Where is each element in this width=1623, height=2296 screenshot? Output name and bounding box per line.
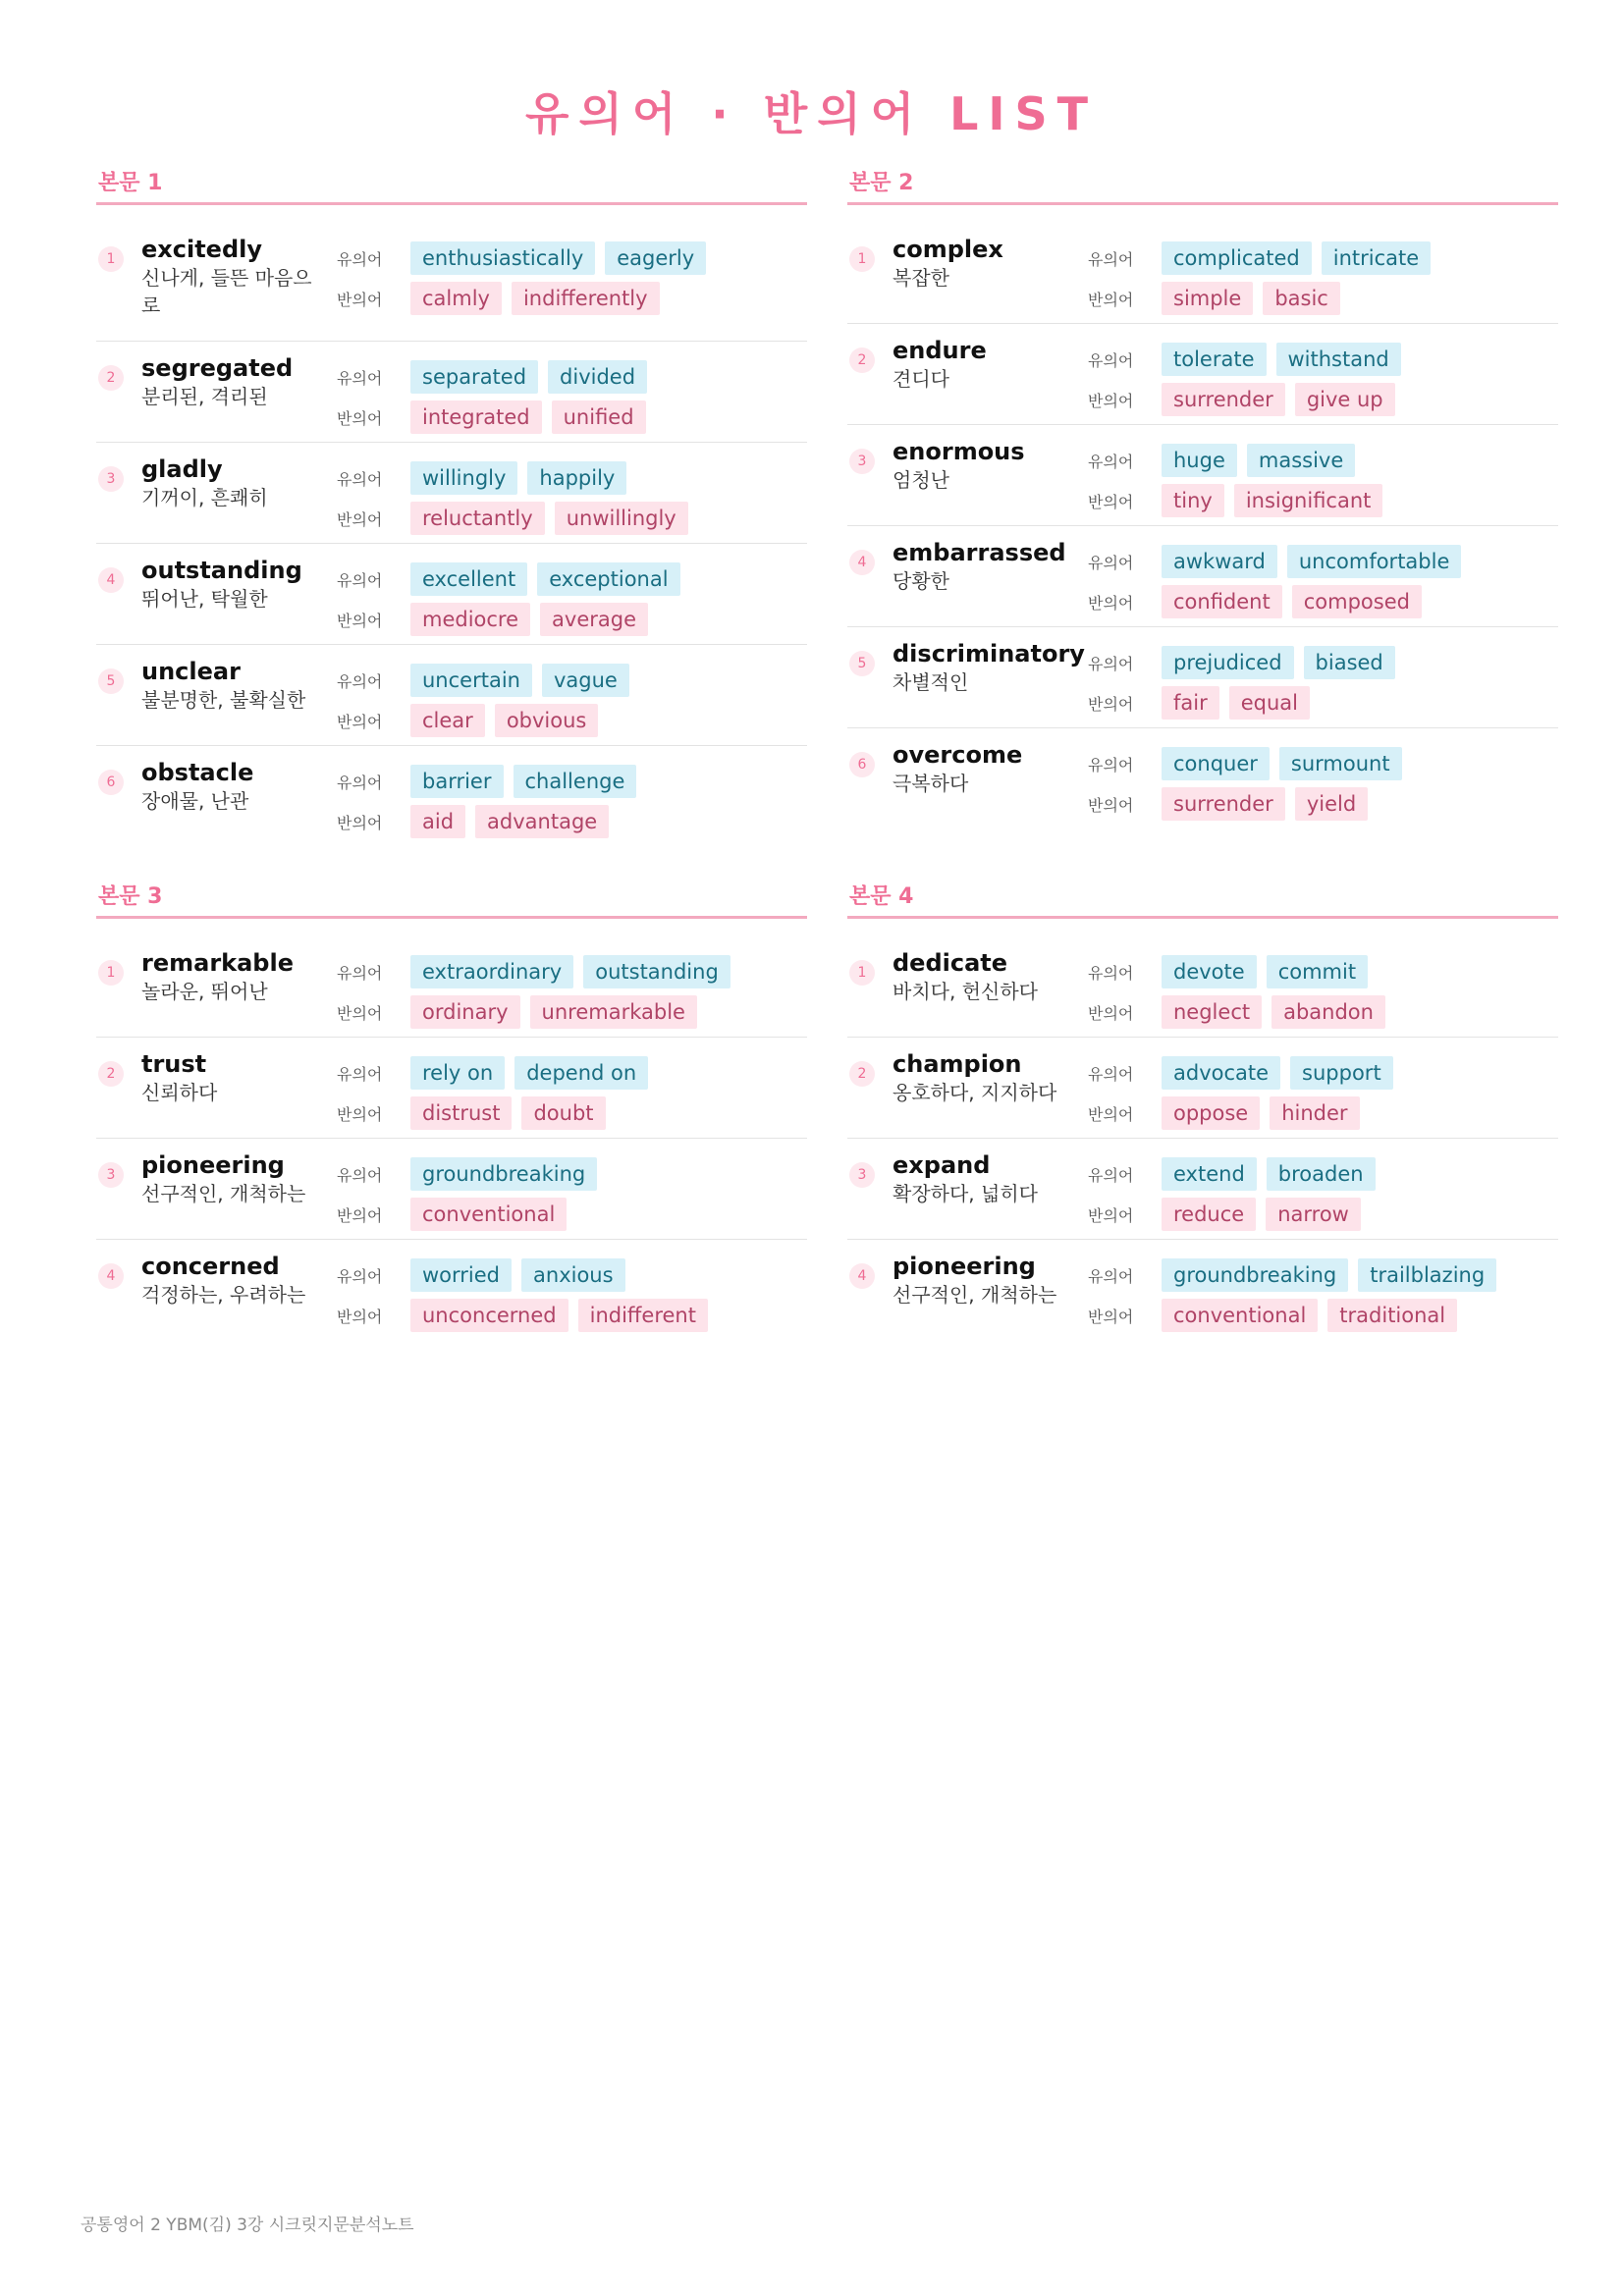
vocab-entry <box>847 728 1558 829</box>
synonym-row <box>1088 746 1412 781</box>
entry-number-badge: 2 <box>849 1061 875 1087</box>
word-block <box>141 1150 328 1207</box>
word-block <box>141 1049 328 1106</box>
antonym-chip: obvious <box>495 704 599 737</box>
vocab-entry <box>847 1038 1558 1139</box>
entry-number-badge: 5 <box>849 651 875 676</box>
synonym-label: 유의어 <box>337 570 383 590</box>
headword: gladly <box>141 455 223 483</box>
antonym-label: 반의어 <box>337 509 383 529</box>
antonym-label: 반의어 <box>337 290 383 309</box>
synonym-chip: withstand <box>1276 343 1401 376</box>
synonym-row <box>1088 342 1411 377</box>
antonym-chip: surrender <box>1162 383 1285 416</box>
antonym-row <box>337 804 619 839</box>
antonym-row <box>1088 1095 1370 1131</box>
synonym-row <box>1088 544 1471 579</box>
korean-meaning: 기꺼이, 흔쾌히 <box>141 486 268 509</box>
antonym-chip: integrated <box>410 400 542 434</box>
antonym-label: 반의어 <box>337 1003 383 1023</box>
entry-number-badge: 2 <box>849 347 875 373</box>
korean-meaning: 엄청난 <box>893 468 949 492</box>
vocab-entry <box>96 342 807 443</box>
synonym-label: 유의어 <box>337 368 383 388</box>
synonym-chip: exceptional <box>537 562 679 596</box>
section-divider <box>847 916 1558 919</box>
vocab-entry <box>847 526 1558 627</box>
antonym-chip: surrender <box>1162 787 1285 821</box>
antonym-chip: basic <box>1263 282 1340 315</box>
antonym-row <box>337 1095 616 1131</box>
word-block <box>893 1150 1079 1207</box>
antonym-chip: unwillingly <box>555 502 688 535</box>
headword: embarrassed <box>893 539 1066 566</box>
synonym-chip: huge <box>1162 444 1237 477</box>
vocab-entry <box>847 936 1558 1038</box>
synonym-chip: vague <box>542 664 629 697</box>
korean-meaning: 걱정하는, 우려하는 <box>141 1283 306 1307</box>
entry-number-badge: 4 <box>849 550 875 575</box>
vocab-entry <box>847 627 1558 728</box>
antonym-chip: hinder <box>1270 1096 1359 1130</box>
antonym-label: 반의어 <box>1088 1205 1134 1225</box>
synonym-chip: divided <box>548 360 647 394</box>
headword: obstacle <box>141 759 254 786</box>
headword: trust <box>141 1050 207 1078</box>
synonym-row <box>1088 1055 1403 1091</box>
antonym-chip: yield <box>1295 787 1368 821</box>
entry-number-badge: 6 <box>849 752 875 777</box>
antonym-chip: neglect <box>1162 995 1262 1029</box>
word-block <box>141 454 328 511</box>
page-title: 유의어 · 반의어 LIST <box>524 87 1099 140</box>
headword: dedicate <box>893 949 1008 977</box>
antonym-label: 반의어 <box>1088 795 1134 815</box>
antonym-label: 반의어 <box>1088 593 1134 613</box>
korean-meaning: 바치다, 헌신하다 <box>893 980 1038 1003</box>
korean-meaning: 선구적인, 개척하는 <box>893 1283 1057 1307</box>
korean-meaning: 놀라운, 뛰어난 <box>141 980 268 1003</box>
antonym-row <box>1088 382 1405 417</box>
headword: endure <box>893 337 987 364</box>
antonym-chip: composed <box>1292 585 1422 618</box>
synonym-label: 유의어 <box>337 1064 383 1084</box>
synonym-row <box>1088 1156 1385 1192</box>
synonym-row <box>337 954 740 989</box>
antonym-chip: unconcerned <box>410 1299 568 1332</box>
headword: outstanding <box>141 557 302 584</box>
section-4 <box>847 882 1558 1341</box>
antonym-chip: narrow <box>1266 1198 1361 1231</box>
word-block <box>141 556 328 613</box>
antonym-row <box>1088 1197 1371 1232</box>
headword: remarkable <box>141 949 294 977</box>
antonym-chip: average <box>540 603 648 636</box>
word-block <box>893 437 1079 494</box>
synonym-row <box>337 764 646 799</box>
synonym-chip: eagerly <box>605 241 706 275</box>
antonym-row <box>337 1197 576 1232</box>
headword: concerned <box>141 1253 280 1280</box>
word-block <box>893 538 1079 595</box>
word-block <box>141 235 328 319</box>
antonym-chip: unremarkable <box>530 995 697 1029</box>
antonym-chip: indifferently <box>512 282 660 315</box>
entry-number-badge: 4 <box>98 567 124 593</box>
entry-number-badge: 5 <box>98 668 124 694</box>
synonym-chip: challenge <box>514 765 637 798</box>
antonym-row <box>337 281 670 316</box>
antonym-label: 반의어 <box>337 1205 383 1225</box>
synonym-label: 유의어 <box>1088 755 1134 774</box>
korean-meaning: 극복하다 <box>893 772 969 795</box>
synonym-chip: groundbreaking <box>410 1157 597 1191</box>
synonym-chip: separated <box>410 360 538 394</box>
synonym-chip: advocate <box>1162 1056 1280 1090</box>
synonym-label: 유의어 <box>1088 654 1134 673</box>
synonym-row <box>1088 1257 1506 1293</box>
antonym-row <box>337 501 698 536</box>
vocab-entry <box>96 544 807 645</box>
synonym-chip: complicated <box>1162 241 1312 275</box>
synonym-chip: extend <box>1162 1157 1257 1191</box>
antonym-chip: clear <box>410 704 485 737</box>
synonym-row <box>1088 954 1378 989</box>
word-block <box>893 1049 1079 1106</box>
korean-meaning: 신뢰하다 <box>141 1081 218 1104</box>
synonym-chip: intricate <box>1322 241 1431 275</box>
synonym-chip: anxious <box>521 1258 625 1292</box>
synonym-chip: groundbreaking <box>1162 1258 1348 1292</box>
headword: complex <box>893 236 1003 263</box>
korean-meaning: 분리된, 격리된 <box>141 385 268 408</box>
synonym-row <box>337 663 639 698</box>
antonym-row <box>1088 994 1395 1030</box>
antonym-label: 반의어 <box>337 1307 383 1326</box>
synonym-label: 유의어 <box>1088 553 1134 572</box>
word-block <box>141 758 328 815</box>
headword: overcome <box>893 741 1023 769</box>
korean-meaning: 선구적인, 개척하는 <box>141 1182 306 1205</box>
antonym-row <box>337 400 656 435</box>
antonym-chip: conventional <box>410 1198 567 1231</box>
synonym-chip: massive <box>1247 444 1355 477</box>
footer-note: 공통영어 2 YBM(김) 3강 시크릿지문분석노트 <box>81 2216 414 2235</box>
antonym-chip: mediocre <box>410 603 530 636</box>
synonym-row <box>337 1257 635 1293</box>
synonym-chip: worried <box>410 1258 512 1292</box>
antonym-chip: reduce <box>1162 1198 1256 1231</box>
synonym-row <box>337 1055 658 1091</box>
synonym-row <box>337 240 716 276</box>
antonym-row <box>1088 786 1378 822</box>
korean-meaning: 뛰어난, 탁월한 <box>141 587 268 611</box>
antonym-chip: equal <box>1229 686 1310 720</box>
section-3 <box>96 882 807 1341</box>
entry-number-badge: 3 <box>98 1162 124 1188</box>
antonym-label: 반의어 <box>337 1104 383 1124</box>
entry-number-badge: 1 <box>849 246 875 272</box>
antonym-label: 반의어 <box>1088 1104 1134 1124</box>
section-title: 본문 3 <box>98 884 163 909</box>
word-block <box>893 740 1079 797</box>
synonym-label: 유의어 <box>1088 963 1134 983</box>
synonym-label: 유의어 <box>337 671 383 691</box>
vocab-entry <box>96 223 807 342</box>
entry-number-badge: 4 <box>98 1263 124 1289</box>
synonym-label: 유의어 <box>1088 1266 1134 1286</box>
antonym-chip: unified <box>552 400 646 434</box>
section-divider <box>96 202 807 205</box>
korean-meaning: 옹호하다, 지지하다 <box>893 1081 1057 1104</box>
vocab-entry <box>96 746 807 847</box>
synonym-label: 유의어 <box>1088 1064 1134 1084</box>
vocab-entry <box>96 1038 807 1139</box>
vocab-entry <box>847 425 1558 526</box>
antonym-chip: reluctantly <box>410 502 545 535</box>
synonym-chip: rely on <box>410 1056 505 1090</box>
word-block <box>893 639 1085 696</box>
antonym-chip: ordinary <box>410 995 520 1029</box>
word-block <box>141 657 328 714</box>
synonym-chip: biased <box>1304 646 1395 679</box>
synonym-chip: outstanding <box>583 955 730 988</box>
antonym-row <box>1088 1298 1467 1333</box>
antonym-row <box>337 1298 718 1333</box>
korean-meaning: 차별적인 <box>893 670 969 694</box>
synonym-label: 유의어 <box>337 249 383 269</box>
korean-meaning: 불분명한, 불확실한 <box>141 688 306 712</box>
antonym-chip: calmly <box>410 282 502 315</box>
vocab-entry <box>847 1240 1558 1341</box>
synonym-chip: excellent <box>410 562 527 596</box>
antonym-chip: advantage <box>475 805 609 838</box>
synonym-chip: uncertain <box>410 664 532 697</box>
entry-number-badge: 2 <box>98 365 124 391</box>
antonym-label: 반의어 <box>1088 1003 1134 1023</box>
antonym-row <box>337 994 707 1030</box>
headword: enormous <box>893 438 1025 465</box>
antonym-label: 반의어 <box>337 611 383 630</box>
synonym-label: 유의어 <box>1088 249 1134 269</box>
antonym-chip: indifferent <box>578 1299 708 1332</box>
antonym-label: 반의어 <box>337 813 383 832</box>
antonym-row <box>1088 281 1350 316</box>
synonym-row <box>1088 645 1405 680</box>
headword: champion <box>893 1050 1022 1078</box>
section-divider <box>96 916 807 919</box>
vocab-entry <box>96 645 807 746</box>
entry-number-badge: 6 <box>98 770 124 795</box>
entry-number-badge: 3 <box>849 1162 875 1188</box>
word-block <box>141 948 328 1005</box>
synonym-label: 유의어 <box>337 963 383 983</box>
vocab-entry <box>847 1139 1558 1240</box>
vocab-entry <box>96 443 807 544</box>
antonym-row <box>1088 483 1392 518</box>
antonym-chip: simple <box>1162 282 1253 315</box>
korean-meaning: 확장하다, 넓히다 <box>893 1182 1038 1205</box>
antonym-chip: oppose <box>1162 1096 1260 1130</box>
section-1 <box>96 169 807 847</box>
synonym-row <box>337 359 657 395</box>
headword: pioneering <box>141 1151 285 1179</box>
antonym-chip: distrust <box>410 1096 512 1130</box>
synonym-label: 유의어 <box>1088 1165 1134 1185</box>
antonym-label: 반의어 <box>1088 492 1134 511</box>
antonym-label: 반의어 <box>337 408 383 428</box>
synonym-chip: enthusiastically <box>410 241 595 275</box>
synonym-label: 유의어 <box>337 1266 383 1286</box>
antonym-chip: conventional <box>1162 1299 1318 1332</box>
synonym-label: 유의어 <box>337 1165 383 1185</box>
vocab-entry <box>847 324 1558 425</box>
vocab-entry <box>96 1139 807 1240</box>
vocab-entry <box>96 936 807 1038</box>
antonym-label: 반의어 <box>1088 1307 1134 1326</box>
headword: discriminatory <box>893 640 1085 667</box>
korean-meaning: 신나게, 들뜬 마음으로 <box>141 266 312 317</box>
synonym-chip: prejudiced <box>1162 646 1294 679</box>
synonym-chip: commit <box>1267 955 1368 988</box>
korean-meaning: 견디다 <box>893 367 949 391</box>
section-divider <box>847 202 1558 205</box>
entry-number-badge: 3 <box>849 449 875 474</box>
antonym-label: 반의어 <box>337 712 383 731</box>
headword: pioneering <box>893 1253 1036 1280</box>
synonym-chip: happily <box>527 461 626 495</box>
word-block <box>893 948 1079 1005</box>
word-block <box>893 1252 1079 1308</box>
entry-number-badge: 4 <box>849 1263 875 1289</box>
synonym-chip: conquer <box>1162 747 1270 780</box>
synonym-chip: devote <box>1162 955 1257 988</box>
antonym-label: 반의어 <box>1088 694 1134 714</box>
entry-number-badge: 2 <box>98 1061 124 1087</box>
antonym-chip: fair <box>1162 686 1219 720</box>
synonym-chip: support <box>1290 1056 1393 1090</box>
antonym-row <box>337 703 608 738</box>
headword: expand <box>893 1151 991 1179</box>
antonym-chip: aid <box>410 805 465 838</box>
headword: excitedly <box>141 236 263 263</box>
synonym-label: 유의어 <box>1088 452 1134 471</box>
synonym-label: 유의어 <box>337 773 383 792</box>
antonym-chip: doubt <box>521 1096 605 1130</box>
entry-number-badge: 1 <box>849 960 875 986</box>
synonym-chip: barrier <box>410 765 504 798</box>
antonym-row <box>1088 685 1320 721</box>
entry-number-badge: 3 <box>98 466 124 492</box>
synonym-chip: depend on <box>514 1056 648 1090</box>
synonym-label: 유의어 <box>1088 350 1134 370</box>
antonym-chip: confident <box>1162 585 1282 618</box>
antonym-chip: traditional <box>1327 1299 1457 1332</box>
vocab-entry <box>96 1240 807 1341</box>
korean-meaning: 복잡한 <box>893 266 949 290</box>
synonym-chip: tolerate <box>1162 343 1267 376</box>
section-title: 본문 1 <box>98 171 163 195</box>
synonym-chip: broaden <box>1267 1157 1376 1191</box>
antonym-chip: insignificant <box>1234 484 1383 517</box>
synonym-chip: willingly <box>410 461 517 495</box>
word-block <box>893 336 1079 393</box>
synonym-chip: extraordinary <box>410 955 573 988</box>
synonym-chip: uncomfortable <box>1287 545 1462 578</box>
synonym-row <box>1088 443 1365 478</box>
antonym-chip: give up <box>1295 383 1395 416</box>
synonym-row <box>337 561 690 597</box>
entry-number-badge: 1 <box>98 246 124 272</box>
headword: unclear <box>141 658 241 685</box>
synonym-row <box>1088 240 1440 276</box>
headword: segregated <box>141 354 294 382</box>
word-block <box>893 235 1079 292</box>
synonym-chip: surmount <box>1279 747 1402 780</box>
word-block <box>141 1252 328 1308</box>
antonym-label: 반의어 <box>1088 290 1134 309</box>
section-title: 본문 4 <box>849 884 914 909</box>
antonym-chip: tiny <box>1162 484 1224 517</box>
antonym-row <box>337 602 658 637</box>
word-block <box>141 353 328 410</box>
antonym-chip: abandon <box>1271 995 1385 1029</box>
section-title: 본문 2 <box>849 171 914 195</box>
synonym-row <box>337 1156 607 1192</box>
entry-number-badge: 1 <box>98 960 124 986</box>
korean-meaning: 당황한 <box>893 569 949 593</box>
vocab-entry <box>847 223 1558 324</box>
synonym-chip: trailblazing <box>1358 1258 1496 1292</box>
synonym-chip: awkward <box>1162 545 1277 578</box>
synonym-row <box>337 460 636 496</box>
korean-meaning: 장애물, 난관 <box>141 789 249 813</box>
synonym-label: 유의어 <box>337 469 383 489</box>
antonym-row <box>1088 584 1432 619</box>
section-2 <box>847 169 1558 829</box>
antonym-label: 반의어 <box>1088 391 1134 410</box>
